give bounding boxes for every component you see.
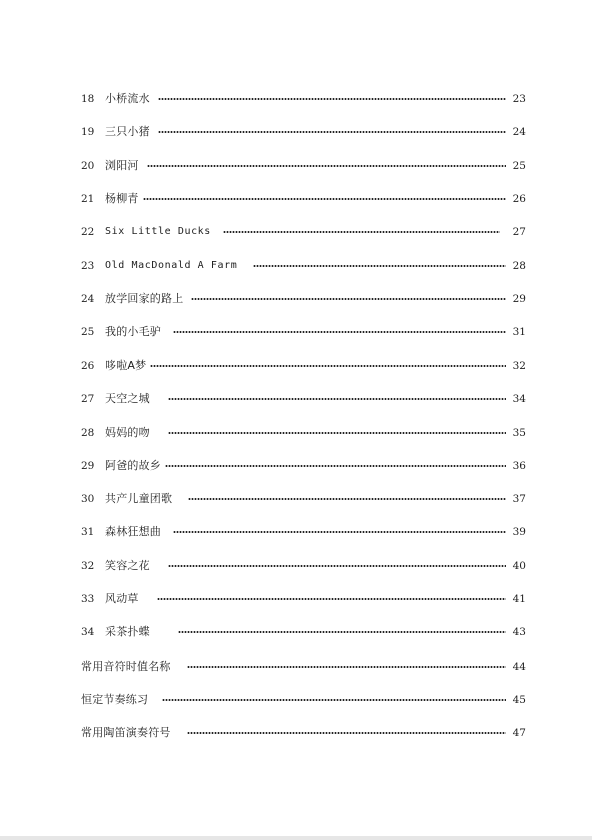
- toc-entry-number: 28: [81, 427, 95, 439]
- toc-entry[interactable]: [81, 692, 526, 708]
- dot-leader: [162, 699, 506, 701]
- page-bottom-edge: [0, 836, 592, 840]
- toc-entry-title: 采茶扑蝶: [105, 625, 150, 638]
- toc-entry-page: 35: [512, 427, 526, 439]
- dot-leader: [143, 198, 506, 200]
- toc-entry-title: Old MacDonald A Farm: [105, 260, 238, 271]
- toc-entry-number: 22: [81, 226, 95, 238]
- toc-entry[interactable]: [81, 224, 526, 240]
- toc-entry-page: 45: [512, 694, 526, 706]
- toc-entry[interactable]: [81, 591, 526, 607]
- toc-entry-number: 24: [81, 293, 95, 305]
- toc-entry[interactable]: [81, 291, 526, 307]
- toc-entry-number: 32: [81, 560, 95, 572]
- dot-leader: [173, 531, 506, 533]
- toc-entry-number: 30: [81, 493, 95, 505]
- toc-entry-title: 浏阳河: [105, 159, 139, 172]
- dot-leader: [188, 498, 506, 500]
- dot-leader: [158, 131, 506, 133]
- toc-entry-page: 36: [512, 460, 526, 472]
- toc-entry-title: 三只小猪: [105, 125, 150, 138]
- toc-entry-title: 我的小毛驴: [105, 325, 161, 338]
- dot-leader: [158, 98, 506, 100]
- toc-entry-number: 34: [81, 626, 95, 638]
- toc-entry-page: 34: [512, 393, 526, 405]
- dot-leader: [191, 298, 506, 300]
- toc-entry[interactable]: [81, 258, 526, 274]
- dot-leader: [223, 231, 500, 233]
- toc-entry-number: 18: [81, 93, 95, 105]
- dot-leader: [168, 432, 506, 434]
- toc-entry-title: 恒定节奏练习: [81, 693, 149, 706]
- toc-entry[interactable]: [81, 624, 526, 640]
- dot-leader: [173, 331, 506, 333]
- toc-entry-page: 40: [512, 560, 526, 572]
- toc-entry-page: 23: [512, 93, 526, 105]
- toc-entry[interactable]: [81, 725, 526, 741]
- toc-entry-title: 共产儿童团歌: [105, 492, 173, 505]
- toc-entry-title: 天空之城: [105, 392, 150, 405]
- toc-entry-number: 21: [81, 193, 95, 205]
- toc-entry[interactable]: [81, 191, 526, 207]
- toc-entry-page: 47: [512, 727, 526, 739]
- toc-entry-number: 23: [81, 260, 95, 272]
- toc-entry[interactable]: [81, 524, 526, 540]
- toc-entry[interactable]: [81, 124, 526, 140]
- dot-leader: [165, 465, 506, 467]
- dot-leader: [187, 666, 506, 668]
- toc-entry-page: 41: [512, 593, 526, 605]
- toc-entry-page: 26: [512, 193, 526, 205]
- toc-entry-page: 29: [512, 293, 526, 305]
- toc-entry-number: 31: [81, 526, 95, 538]
- toc-entry[interactable]: [81, 91, 526, 107]
- toc-entry-number: 20: [81, 160, 95, 172]
- toc-entry[interactable]: [81, 158, 526, 174]
- toc-entry-page: 28: [512, 260, 526, 272]
- toc-entry-number: 33: [81, 593, 95, 605]
- toc-entry-title: 森林狂想曲: [105, 525, 161, 538]
- dot-leader: [253, 265, 506, 267]
- toc-entry-number: 26: [81, 360, 95, 372]
- dot-leader: [168, 398, 506, 400]
- toc-entry-title: 常用音符时值名称: [81, 660, 171, 673]
- toc-entry-title: 笑容之花: [105, 559, 150, 572]
- toc-entry-page: 39: [512, 526, 526, 538]
- dot-leader: [178, 631, 506, 633]
- toc-entry-number: 25: [81, 326, 95, 338]
- toc-entry-title: 风动草: [105, 592, 139, 605]
- toc-entry-page: 25: [512, 160, 526, 172]
- toc-entry-page: 32: [512, 360, 526, 372]
- toc-entry-title: 妈妈的吻: [105, 426, 150, 439]
- toc-entry-title: Six Little Ducks: [105, 226, 211, 237]
- toc-entry[interactable]: [81, 458, 526, 474]
- toc-entry-title: 小桥流水: [105, 92, 150, 105]
- toc-entry-title: 常用陶笛演奏符号: [81, 726, 171, 739]
- toc-entry-page: 31: [512, 326, 526, 338]
- dot-leader: [168, 565, 506, 567]
- toc-entry[interactable]: [81, 491, 526, 507]
- toc-entry[interactable]: [81, 558, 526, 574]
- toc-entry-number: 19: [81, 126, 95, 138]
- toc-entry-title: 阿爸的故乡: [105, 459, 161, 472]
- dot-leader: [150, 365, 506, 367]
- toc-entry-page: 24: [512, 126, 526, 138]
- toc-entry-page: 44: [512, 661, 526, 673]
- toc-entry-title: 哆啦A梦: [105, 359, 147, 372]
- toc-entry[interactable]: [81, 425, 526, 441]
- dot-leader: [147, 165, 506, 167]
- toc-entry-page: 27: [512, 226, 526, 238]
- toc-entry[interactable]: [81, 659, 526, 675]
- toc-entry-title: 杨柳青: [105, 192, 139, 205]
- dot-leader: [187, 732, 506, 734]
- toc-entry-page: 37: [512, 493, 526, 505]
- toc-entry-title: 放学回家的路上: [105, 292, 184, 305]
- toc-entry[interactable]: [81, 391, 526, 407]
- toc-entry-number: 27: [81, 393, 95, 405]
- toc-entry[interactable]: [81, 324, 526, 340]
- toc-entry-number: 29: [81, 460, 95, 472]
- toc-entry[interactable]: [81, 358, 526, 374]
- dot-leader: [157, 598, 506, 600]
- toc-entry-page: 43: [512, 626, 526, 638]
